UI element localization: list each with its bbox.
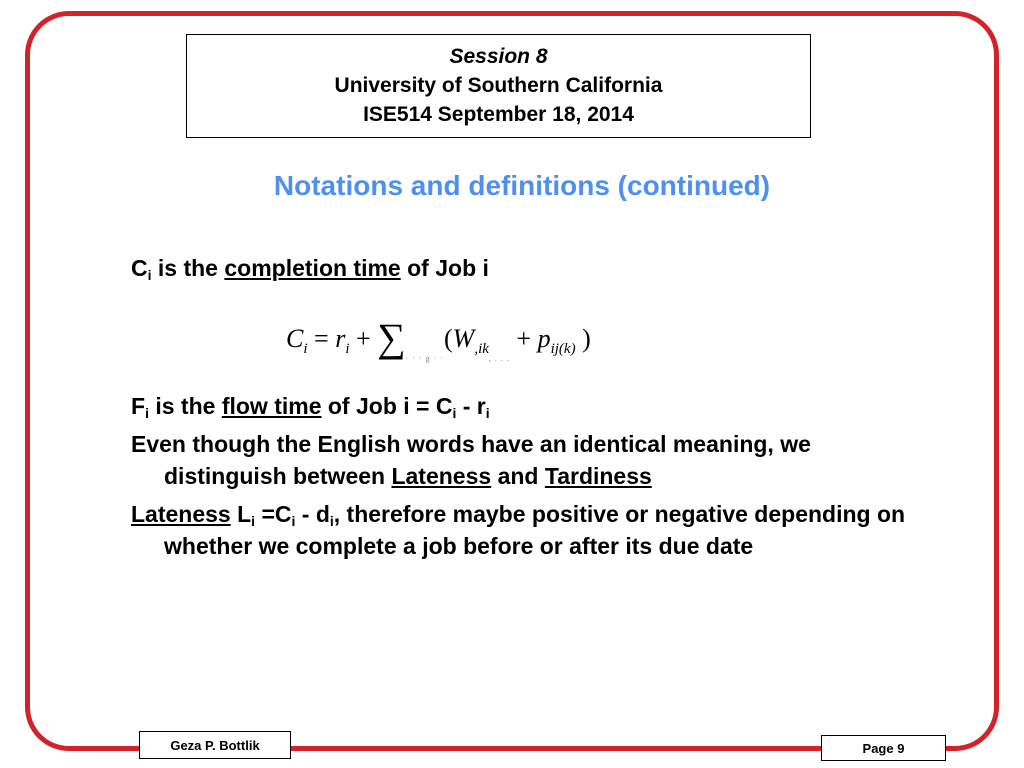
completion-time-term: completion time [224,255,401,281]
university-label: University of Southern California [334,74,663,97]
sum-limits: · · · g · · [405,354,444,363]
author-label: Geza P. Bottlik [139,731,291,759]
completion-time-definition: $C_i$ is the completion time of Job i [131,255,489,283]
tardiness-term: Tardiness [544,463,652,489]
session-label: Session 8 [449,45,548,68]
sum-symbol: ∑ [377,315,406,360]
flow-time-term: flow time [221,393,322,419]
lateness-definition: Lateness $L_i =C_i - d_i$, therefore maybe positive or negative depending on whether we complete a job before or after its due date [131,501,906,559]
lateness-term-2: Lateness [131,501,231,527]
slide-content [131,252,931,562]
slide-title: Notations and definitions (continued) [273,170,771,201]
page-number: Page 9 [821,735,946,761]
lateness-term: Lateness [391,463,492,489]
lateness-tardiness-paragraph: Even though the English words have an identical meaning, we distinguish between Lateness and Tardiness [131,431,811,489]
flow-time-definition: $F_i$ is the flow time of Job $i = C_i - r_i$ [131,393,490,421]
completion-time-formula: $C_i = r_i + \sum_{\cdot \cdot \cdot g \cdot \cdot}(W_{,ik, . . .} + p_{ij(k)}$ ) [286,315,591,363]
header-box [186,34,811,138]
course-label: ISE514 September 18, 2014 [363,103,634,126]
